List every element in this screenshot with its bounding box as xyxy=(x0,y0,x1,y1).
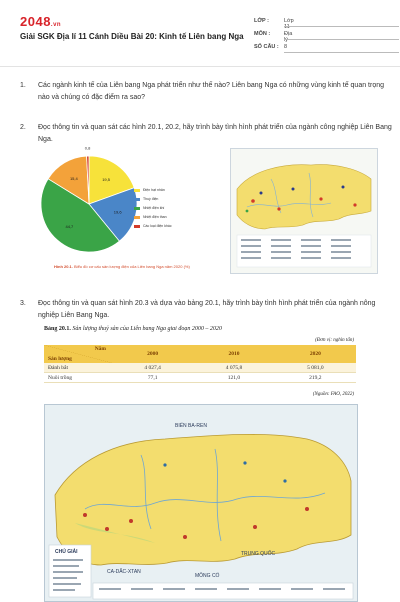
table-corner-cell: Năm Sản lượng xyxy=(44,345,112,363)
year-header: 2010 xyxy=(193,345,274,363)
figure-20-2-map[interactable] xyxy=(230,148,378,274)
pie-slice-label: 0,8 xyxy=(84,146,91,151)
map-label: BIỂN BA-REN xyxy=(175,423,207,429)
table-row: Đánh bắt 4 027,4 4 075,8 5 081,0 xyxy=(44,363,356,373)
figure-20-1 xyxy=(34,146,224,270)
agriculture-map-image xyxy=(45,405,357,601)
year-header: 2000 xyxy=(112,345,193,363)
pie-slice-label: 19,6 xyxy=(113,209,122,215)
pie-chart xyxy=(34,146,224,270)
pie-slice-label: 15,4 xyxy=(69,175,78,181)
map-label: TRUNG QUỐC xyxy=(241,551,276,557)
header-divider xyxy=(0,66,400,67)
legend-item: Thuỷ điện xyxy=(134,197,194,204)
map-label: CA-DẮC-XTAN xyxy=(107,569,141,575)
figure-20-1-caption: Hình 20.1. Biểu đồ cơ cấu sản lượng điện của Liên bang Nga năm 2020 (%) xyxy=(54,264,190,269)
fisheries-table xyxy=(44,345,356,383)
map-label: MÔNG CỔ xyxy=(195,573,220,579)
pie-slice-label: 44,7 xyxy=(65,223,74,229)
legend-item: Các loại điện khác xyxy=(134,224,194,231)
year-header: 2020 xyxy=(275,345,356,363)
page-title: Giải SGK Địa lí 11 Cánh Diều Bài 20: Kinh tế Liên bang Nga xyxy=(20,32,244,41)
pie-slice-label: 19,5 xyxy=(102,177,111,183)
table-source: (Nguồn: FAO, 2022) xyxy=(312,392,354,397)
legend-item: Điện hạt nhân xyxy=(134,188,194,195)
figure-20-3-map[interactable] xyxy=(44,404,358,602)
industry-map-image xyxy=(231,149,377,273)
table-row: Nuôi trồng 77,1 121,0 219,2 xyxy=(44,373,356,383)
table-20-1-title: Bảng 20.1. Sản lượng thuỷ sản của Liên bang Nga giai đoạn 2000 – 2020 xyxy=(44,326,222,332)
legend-item: Nhiệt điện khí xyxy=(134,206,194,213)
table-header-row xyxy=(44,345,356,363)
site-logo[interactable]: 2048.vn xyxy=(20,14,62,29)
page-header: 2048.vn Giải SGK Địa lí 11 Cánh Diều Bài 20: Kinh tế Liên bang Nga LỚP : Lớp 11 MÔN : Địa lý SỐ CÂU : 8 xyxy=(0,0,400,68)
legend-item: Nhiệt điện than xyxy=(134,215,194,222)
table-unit: (Đơn vị: nghìn tấn) xyxy=(315,338,354,343)
map-legend-title: CHÚ GIẢI xyxy=(55,549,78,555)
